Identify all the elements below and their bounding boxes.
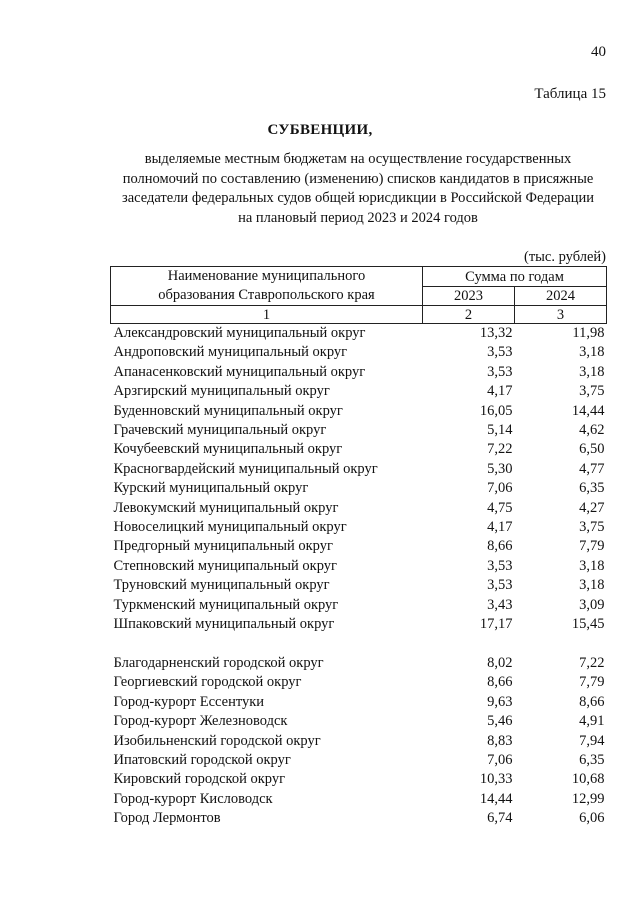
column-header-2023: 2023 — [423, 287, 515, 306]
row-value-2024: 4,77 — [579, 460, 605, 477]
table-row — [111, 770, 607, 789]
table-row — [111, 576, 607, 595]
table-row — [111, 790, 607, 809]
row-value-2023: 9,63 — [487, 693, 513, 710]
row-value-2024: 4,62 — [579, 422, 605, 439]
page-number: 40 — [591, 44, 606, 60]
column-header-name-line1: Наименование муниципального — [167, 268, 366, 284]
row-value-2024: 7,79 — [579, 674, 605, 691]
table-row — [111, 615, 607, 634]
row-name: Труновский муниципальный округ — [113, 577, 330, 594]
row-name: Шпаковский муниципальный округ — [113, 616, 335, 633]
table-row — [111, 402, 607, 421]
table-row — [111, 421, 607, 440]
row-name: Андроповский муниципальный округ — [113, 344, 348, 361]
row-value-2023: 3,53 — [487, 344, 513, 361]
row-value-2023: 7,22 — [487, 441, 513, 458]
row-value-2024: 7,22 — [579, 654, 605, 671]
column-number-2: 2 — [423, 306, 515, 324]
row-name: Город Лермонтов — [113, 810, 221, 827]
table-row — [111, 518, 607, 537]
column-header-name — [111, 267, 423, 306]
row-value-2023: 10,33 — [479, 771, 513, 788]
row-value-2023: 8,83 — [487, 732, 513, 749]
table-row — [111, 343, 607, 362]
table-row — [111, 732, 607, 751]
table-row — [111, 499, 607, 518]
row-value-2023: 4,17 — [487, 519, 513, 536]
urban-rows — [111, 654, 607, 829]
column-header-name-line2: образования Ставропольского края — [158, 287, 375, 303]
row-value-2024: 6,35 — [579, 751, 605, 768]
row-value-2023: 3,43 — [487, 596, 513, 613]
row-value-2024: 6,06 — [579, 810, 605, 827]
row-name: Грачевский муниципальный округ — [113, 422, 327, 439]
row-value-2023: 3,53 — [487, 557, 513, 574]
row-name: Город-курорт Железноводск — [113, 713, 288, 730]
subsidy-table — [110, 266, 607, 829]
row-value-2023: 4,75 — [487, 499, 513, 516]
municipal-rows — [111, 324, 607, 635]
table-row — [111, 557, 607, 576]
row-name: Красногвардейский муниципальный округ — [113, 460, 378, 477]
row-value-2024: 7,94 — [579, 732, 605, 749]
row-value-2024: 4,27 — [579, 499, 605, 516]
row-name: Туркменский муниципальный округ — [113, 596, 339, 613]
row-value-2023: 14,44 — [479, 790, 513, 807]
table-row — [111, 479, 607, 498]
table-row — [111, 693, 607, 712]
row-value-2024: 3,18 — [579, 557, 605, 574]
row-value-2024: 6,50 — [579, 441, 605, 458]
row-name: Город-курорт Ессентуки — [113, 693, 265, 710]
column-header-2024: 2024 — [515, 287, 607, 306]
column-number-3: 3 — [515, 306, 607, 324]
subtitle-line: заседатели федеральных судов общей юрисдикции в Российской Федерации — [121, 190, 595, 206]
row-value-2023: 8,66 — [487, 674, 513, 691]
row-value-2023: 5,46 — [487, 713, 513, 730]
row-value-2023: 6,74 — [487, 810, 513, 827]
row-name: Степновский муниципальный округ — [113, 557, 337, 574]
row-value-2023: 17,17 — [479, 616, 513, 633]
row-value-2024: 3,18 — [579, 344, 605, 361]
row-name: Благодарненский городской округ — [113, 654, 324, 671]
row-name: Кировский городской округ — [113, 771, 286, 788]
table-label: Таблица 15 — [534, 86, 606, 102]
row-value-2024: 10,68 — [571, 771, 605, 788]
column-number-1: 1 — [111, 306, 423, 324]
table-row — [111, 654, 607, 673]
row-name: Левокумский муниципальный округ — [113, 499, 339, 516]
row-value-2024: 3,18 — [579, 363, 605, 380]
row-name: Георгиевский городской округ — [113, 674, 302, 691]
table-row — [111, 809, 607, 828]
row-name: Ипатовский городской округ — [113, 751, 291, 768]
row-value-2024: 3,75 — [579, 383, 605, 400]
subtitle-line: полномочий по составлению (изменению) списков кандидатов в присяжные — [122, 170, 594, 187]
table-row — [111, 712, 607, 731]
row-value-2023: 7,06 — [487, 480, 513, 497]
table-row — [111, 596, 607, 615]
row-value-2024: 15,45 — [571, 616, 605, 633]
table-row — [111, 363, 607, 382]
row-name: Новоселицкий муниципальный округ — [113, 519, 347, 536]
row-value-2024: 3,09 — [579, 596, 605, 613]
row-name: Город-курорт Кисловодск — [113, 790, 273, 807]
document-subtitle — [108, 150, 608, 228]
row-name: Александровский муниципальный округ — [113, 325, 366, 341]
table-row — [111, 460, 607, 479]
row-value-2023: 7,06 — [487, 751, 513, 768]
section-gap — [111, 635, 607, 654]
table-row — [111, 324, 607, 344]
table-row — [111, 440, 607, 459]
row-name: Арзгирский муниципальный округ — [113, 383, 330, 400]
row-value-2024: 3,18 — [579, 577, 605, 594]
row-value-2023: 4,17 — [487, 383, 513, 400]
row-value-2024: 4,91 — [579, 713, 605, 730]
table-row — [111, 537, 607, 556]
row-name: Апанасенковский муниципальный округ — [113, 363, 366, 380]
row-value-2023: 16,05 — [479, 402, 513, 419]
row-name: Кочубеевский муниципальный округ — [113, 441, 343, 458]
row-value-2023: 3,53 — [487, 577, 513, 594]
row-value-2023: 3,53 — [487, 363, 513, 380]
row-value-2024: 11,98 — [572, 325, 605, 341]
subtitle-line: на плановый период 2023 и 2024 годов — [238, 209, 478, 226]
row-value-2024: 14,44 — [571, 402, 605, 419]
table-row — [111, 673, 607, 692]
subtitle-line: выделяемые местным бюджетам на осуществление государственных — [144, 151, 572, 167]
row-value-2023: 8,66 — [487, 538, 513, 555]
row-value-2024: 7,79 — [579, 538, 605, 555]
column-header-sum: Сумма по годам — [423, 267, 607, 287]
document-title: СУБВЕНЦИИ, — [267, 122, 373, 138]
row-name: Изобильненский городской округ — [113, 732, 321, 749]
row-value-2024: 12,99 — [571, 790, 605, 807]
row-value-2024: 6,35 — [579, 480, 605, 497]
row-name: Буденновский муниципальный округ — [113, 402, 343, 419]
row-value-2023: 13,32 — [479, 325, 513, 341]
row-value-2024: 3,75 — [579, 519, 605, 536]
units-label: (тыс. рублей) — [524, 249, 606, 265]
table-row — [111, 751, 607, 770]
row-name: Курский муниципальный округ — [113, 480, 309, 497]
row-value-2024: 8,66 — [579, 693, 605, 710]
row-value-2023: 5,30 — [487, 460, 513, 477]
row-name: Предгорный муниципальный округ — [113, 538, 333, 555]
row-value-2023: 5,14 — [487, 422, 513, 439]
row-value-2023: 8,02 — [487, 654, 513, 671]
table-row — [111, 382, 607, 401]
